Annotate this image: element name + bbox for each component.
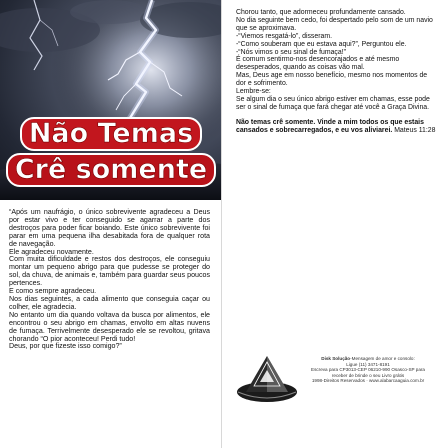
- footer-address: Escreva para CP3013-CEP 06210-990 Osasco-SP para receber de brinde o seu Livro grátis: [311, 367, 425, 378]
- paragraph: No dia seguinte bem cedo, foi despertado pelo som de um navio que se aproximava.: [236, 16, 433, 32]
- paragraph: Mas, Deus age em nosso benefício, mesmo nos momentos de dor e sofrimento.: [236, 72, 428, 88]
- paragraph: É comum sentirmo-nos desencorajados e até mesmo desesperados, quando as coisas vão mal.: [236, 56, 400, 72]
- footer-copyright: 1998-Direitos Reservados · www.alabarcaaguia.com.br: [311, 378, 425, 384]
- paragraph: -“Nós vimos o seu sinal de fumaça!”: [236, 48, 346, 56]
- paragraph: Chorou tanto, que adormeceu profundamente cansado.: [236, 9, 406, 16]
- title-line-2: Crê somente: [6, 153, 216, 187]
- paragraph: -“Como souberam que eu estava aqui?”, Perguntou ele.: [236, 40, 407, 48]
- footer-line-1: Disk Solução-Mensagem de amor e consolo:: [321, 356, 415, 361]
- paragraph: No entanto um dia quando voltava da busca por alimentos, ele encontrou o seu abrigo em chamas, envolto em altas nuvens de fumaça. Terrivelmente desesperado ele se revoltou, gritava chorando “O pior aconteceu! Perdi tudo!: [9, 310, 210, 343]
- paragraph: Nos dias seguintes, a cada alimento que conseguia caçar ou colher, ele agradecia.: [9, 294, 210, 311]
- publisher-footer: [304, 356, 432, 384]
- right-panel: [222, 0, 444, 448]
- title-block: [0, 116, 222, 188]
- paragraph: Ele agradeceu novamente.: [9, 247, 94, 256]
- storm-image: [0, 0, 222, 200]
- pyramid-logo-icon: [236, 352, 298, 404]
- footer-phone: Ligue (11) 3471-8191: [346, 361, 390, 367]
- paragraph: Com muita dificuldade e restos dos destroços, ele conseguiu montar um pequeno abrigo para que pudesse se proteger do sol, da chuva, de animais e, também para guardar seus poucos pertences.: [9, 255, 210, 288]
- paragraph: E como sempre agradeceu.: [9, 287, 97, 296]
- paragraph: “Após um naufrágio, o único sobrevivente agradeceu a Deus por estar vivo e ter conseguido se agarrar a parte dos destroços para poder ficar boiando. Este único sobrevivente foi parar em uma pequena ilha desabitada fora de qualquer rota de navegação.: [9, 208, 210, 248]
- verse-reference: Mateus 11:28: [392, 126, 436, 134]
- paragraph: Lembre-se:: [236, 88, 271, 96]
- story-text-left: [9, 209, 210, 351]
- paragraph: Deus, por que fizeste isso comigo?”: [9, 342, 122, 351]
- bible-verse: [236, 119, 436, 135]
- verse-text: Não temas crê somente. Vinde a mim todos os que estais cansados e sobrecarregados, e eu vos aliviarei.: [236, 118, 424, 134]
- title-line-1: Não Temas: [20, 117, 202, 151]
- paragraph: Se algum dia o seu único abrigo estiver em chamas, esse pode ser o sinal de fumaça que fará chegar até você a Graça Divina.: [236, 95, 430, 111]
- paragraph: -“Viemos resgatá-lo”, disseram.: [236, 32, 332, 40]
- story-text-right: [236, 9, 436, 135]
